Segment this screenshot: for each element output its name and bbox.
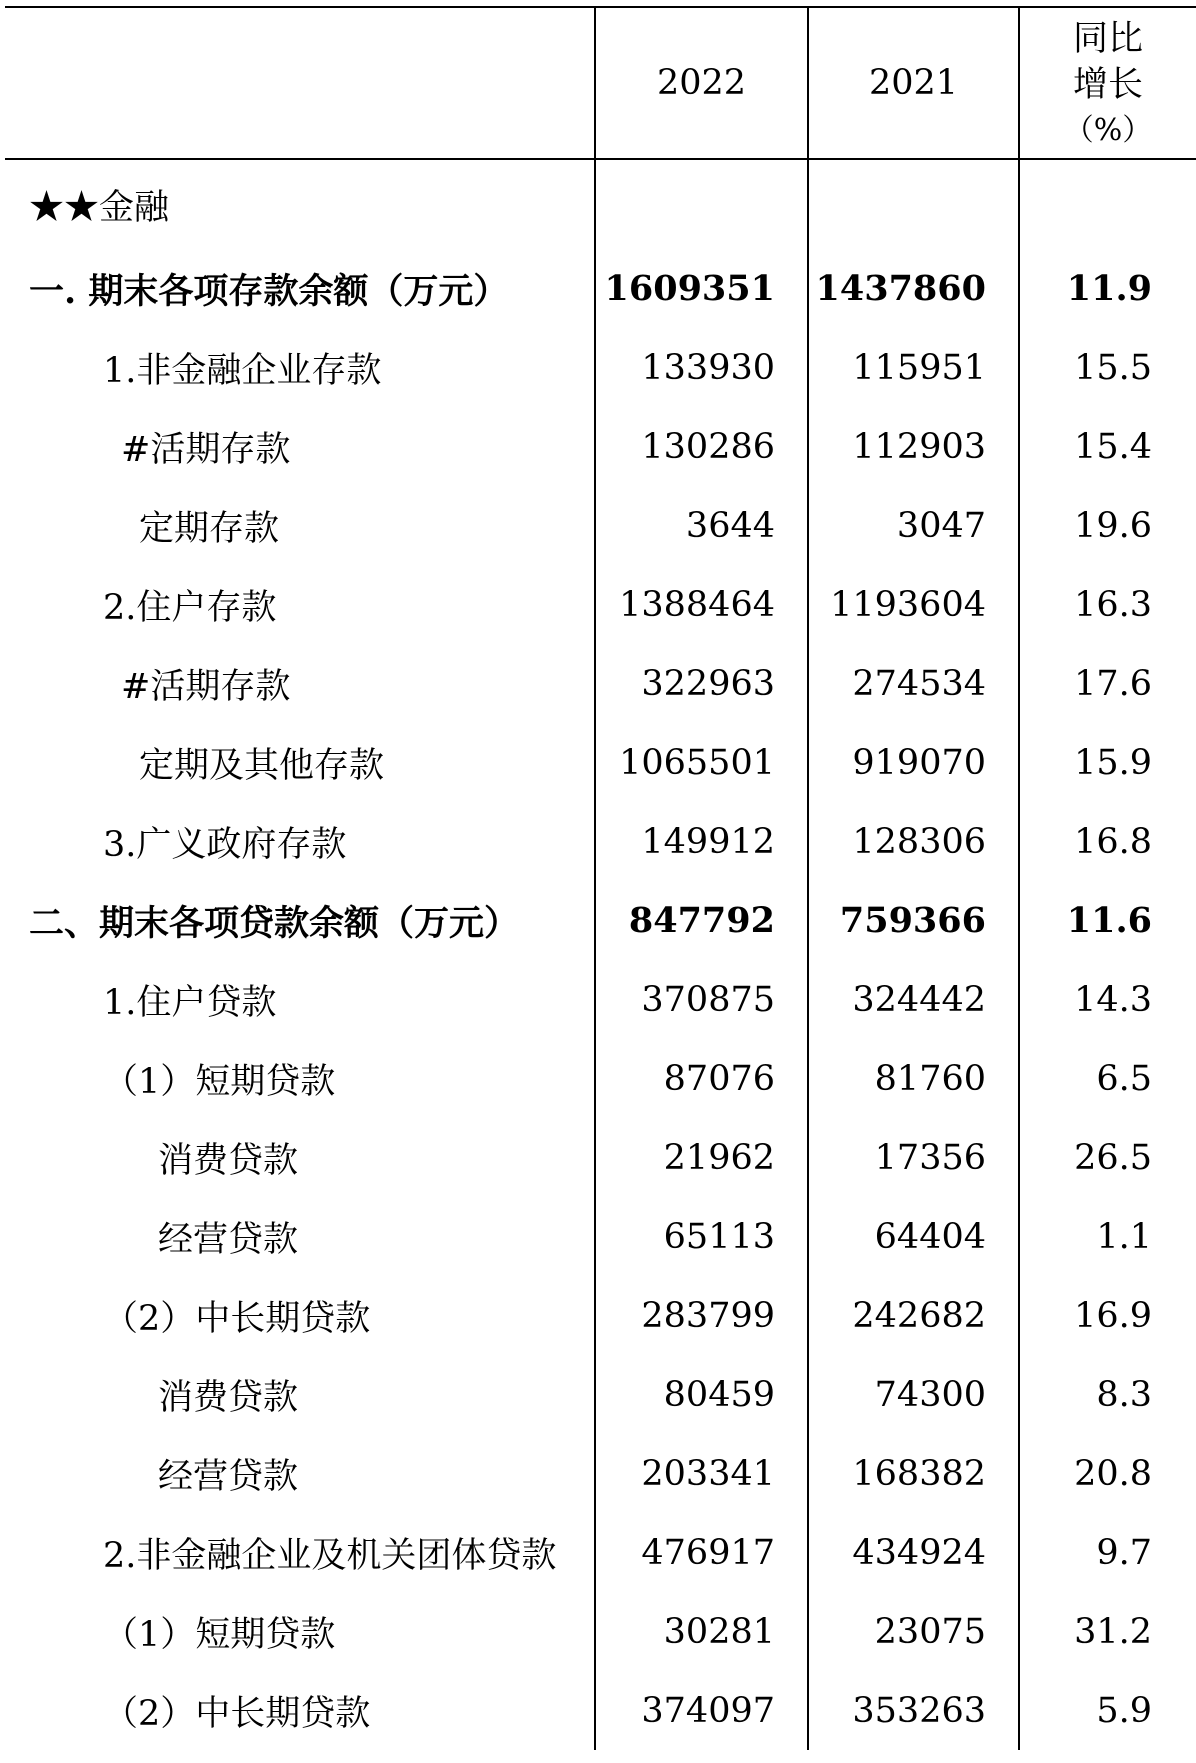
value-yoy: 31.2 <box>1019 1592 1196 1671</box>
value-2021: 168382 <box>808 1434 1019 1513</box>
value-2021: 64404 <box>808 1197 1019 1276</box>
value-2021: 919070 <box>808 723 1019 802</box>
value-yoy: 5.9 <box>1019 1671 1196 1750</box>
value-yoy: 16.9 <box>1019 1276 1196 1355</box>
table-row <box>5 1592 1196 1671</box>
row-label: （1）短期贷款 <box>103 1061 336 1102</box>
value-2022: 374097 <box>595 1671 808 1750</box>
finance-table <box>5 6 1196 1750</box>
table-row <box>5 960 1196 1039</box>
table-row <box>5 565 1196 644</box>
value-yoy: 9.7 <box>1019 1513 1196 1592</box>
value-2022: 133930 <box>595 328 808 407</box>
value-2022: 847792 <box>595 881 808 960</box>
row-label: 经营贷款 <box>158 1456 299 1497</box>
value-2021: 434924 <box>808 1513 1019 1592</box>
value-2021: 274534 <box>808 644 1019 723</box>
value-yoy: 17.6 <box>1019 644 1196 723</box>
value-2022: 1065501 <box>595 723 808 802</box>
table-row <box>5 1118 1196 1197</box>
value-2022: 203341 <box>595 1434 808 1513</box>
value-yoy: 11.6 <box>1019 881 1196 960</box>
value-2022: 322963 <box>595 644 808 723</box>
value-2022: 370875 <box>595 960 808 1039</box>
table-row <box>5 1197 1196 1276</box>
row-label: 消费贷款 <box>158 1377 299 1418</box>
value-2022: 87076 <box>595 1039 808 1118</box>
value-yoy: 19.6 <box>1019 486 1196 565</box>
table-row <box>5 1671 1196 1750</box>
value-2022: 65113 <box>595 1197 808 1276</box>
value-2022: 130286 <box>595 407 808 486</box>
header-yoy-line2: 增长 <box>1072 65 1143 105</box>
table-row <box>5 802 1196 881</box>
row-label: 3.广义政府存款 <box>103 824 347 865</box>
value-2021: 3047 <box>808 486 1019 565</box>
value-2022: 283799 <box>595 1276 808 1355</box>
table-row <box>5 644 1196 723</box>
value-yoy: 20.8 <box>1019 1434 1196 1513</box>
value-2022: 21962 <box>595 1118 808 1197</box>
value-yoy: 26.5 <box>1019 1118 1196 1197</box>
table-body <box>5 159 1196 1750</box>
header-year-2021: 2021 <box>808 7 1019 159</box>
row-label: 经营贷款 <box>158 1219 299 1260</box>
header-yoy-line1: 同比 <box>1072 19 1143 59</box>
value-2021: 759366 <box>808 881 1019 960</box>
row-label: 二、期末各项贷款余额（万元） <box>29 902 520 944</box>
value-yoy: 1.1 <box>1019 1197 1196 1276</box>
table-row <box>5 1513 1196 1592</box>
value-2021: 324442 <box>808 960 1019 1039</box>
value-yoy: 6.5 <box>1019 1039 1196 1118</box>
row-label: #活期存款 <box>121 666 291 707</box>
value-2022: 80459 <box>595 1355 808 1434</box>
table-row <box>5 723 1196 802</box>
row-label: 定期存款 <box>139 508 280 549</box>
value-2022: 3644 <box>595 486 808 565</box>
row-label: 2.非金融企业及机关团体贷款 <box>103 1535 557 1576</box>
table-row <box>5 486 1196 565</box>
table-row <box>5 1276 1196 1355</box>
row-label: 定期及其他存款 <box>139 745 385 786</box>
value-2021: 242682 <box>808 1276 1019 1355</box>
value-yoy: 15.4 <box>1019 407 1196 486</box>
value-yoy: 11.9 <box>1019 249 1196 328</box>
table-row <box>5 1355 1196 1434</box>
header-yoy-growth <box>1019 7 1196 159</box>
table-row <box>5 328 1196 407</box>
value-2021: 1193604 <box>808 565 1019 644</box>
value-2021: 353263 <box>808 1671 1019 1750</box>
value-2021: 74300 <box>808 1355 1019 1434</box>
header-row <box>5 7 1196 159</box>
value-2022 <box>595 159 808 249</box>
value-yoy: 8.3 <box>1019 1355 1196 1434</box>
value-yoy: 15.9 <box>1019 723 1196 802</box>
value-yoy: 16.8 <box>1019 802 1196 881</box>
row-label: （1）短期贷款 <box>103 1614 336 1655</box>
value-2021: 81760 <box>808 1039 1019 1118</box>
value-yoy <box>1019 159 1196 249</box>
value-2022: 1609351 <box>595 249 808 328</box>
table-header <box>5 7 1196 159</box>
value-2021: 112903 <box>808 407 1019 486</box>
value-2022: 149912 <box>595 802 808 881</box>
value-2021: 23075 <box>808 1592 1019 1671</box>
value-2021 <box>808 159 1019 249</box>
row-label: ★★金融 <box>29 187 170 228</box>
value-yoy: 15.5 <box>1019 328 1196 407</box>
value-2022: 1388464 <box>595 565 808 644</box>
value-2021: 115951 <box>808 328 1019 407</box>
row-label: 一. 期末各项存款余额（万元） <box>29 270 509 312</box>
value-2022: 476917 <box>595 1513 808 1592</box>
value-yoy: 16.3 <box>1019 565 1196 644</box>
table-row <box>5 249 1196 328</box>
row-label: （2）中长期贷款 <box>103 1298 371 1339</box>
value-2021: 128306 <box>808 802 1019 881</box>
header-label-cell <box>5 7 595 159</box>
table-row <box>5 881 1196 960</box>
value-2021: 17356 <box>808 1118 1019 1197</box>
value-yoy: 14.3 <box>1019 960 1196 1039</box>
table-row <box>5 407 1196 486</box>
header-year-2022: 2022 <box>595 7 808 159</box>
value-2022: 30281 <box>595 1592 808 1671</box>
row-label: 消费贷款 <box>158 1140 299 1181</box>
row-label: 1.非金融企业存款 <box>103 350 382 391</box>
table-row <box>5 1039 1196 1118</box>
table-row <box>5 159 1196 249</box>
value-2021: 1437860 <box>808 249 1019 328</box>
row-label: #活期存款 <box>121 429 291 470</box>
row-label: 1.住户贷款 <box>103 982 277 1023</box>
table-row <box>5 1434 1196 1513</box>
row-label: 2.住户存款 <box>103 587 277 628</box>
row-label: （2）中长期贷款 <box>103 1693 371 1734</box>
header-yoy-unit: （%） <box>1063 113 1153 148</box>
